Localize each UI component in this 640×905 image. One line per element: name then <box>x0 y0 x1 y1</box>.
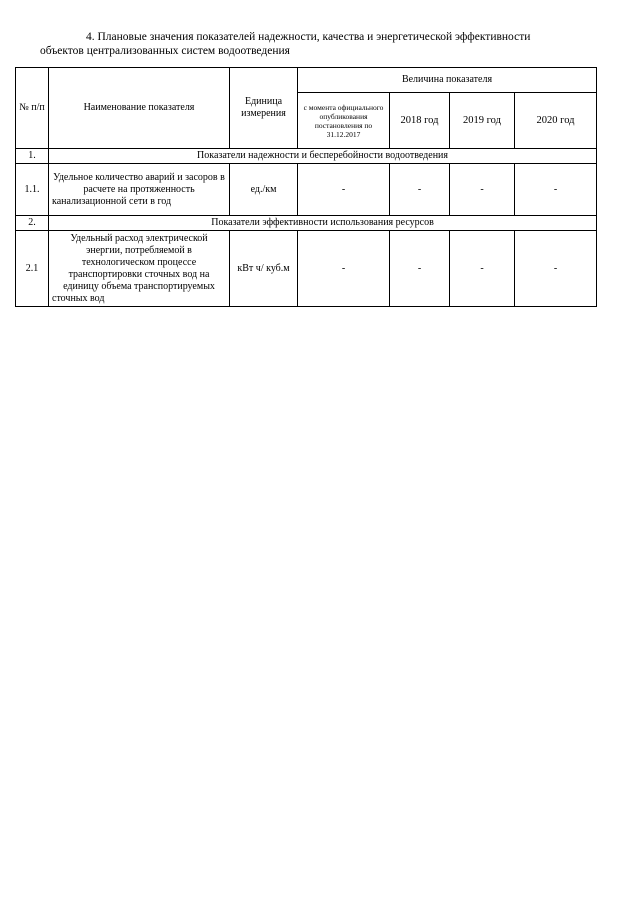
row-num: 1.1. <box>16 164 49 216</box>
header-2018: 2018 год <box>390 93 450 149</box>
row-unit: кВт ч/ куб.м <box>230 231 298 307</box>
row-value-2020: - <box>515 164 597 216</box>
header-num: № п/п <box>16 68 49 149</box>
header-value-group: Величина показателя <box>298 68 597 93</box>
header-2019: 2019 год <box>450 93 515 149</box>
header-unit: Единица измерения <box>230 68 298 149</box>
row-value-2018: - <box>390 164 450 216</box>
table-row <box>16 164 597 216</box>
section-num: 1. <box>16 149 49 164</box>
row-value-2018: - <box>390 231 450 307</box>
row-value-since: - <box>298 231 390 307</box>
heading-line-2: объектов централизованных систем водоотведения <box>40 45 290 57</box>
header-since: с момента официального опубликования постановления по 31.12.2017 <box>298 93 390 149</box>
section-title: Показатели надежности и бесперебойности водоотведения <box>49 149 597 164</box>
row-name: Удельное количество аварий и засоров в расчете на протяженность канализационной сети в год <box>49 164 230 216</box>
section-heading <box>40 30 600 58</box>
row-unit: ед./км <box>230 164 298 216</box>
header-2020: 2020 год <box>515 93 597 149</box>
row-value-2020: - <box>515 231 597 307</box>
header-name: Наименование показателя <box>49 68 230 149</box>
row-value-2019: - <box>450 231 515 307</box>
header-row-1 <box>16 68 597 93</box>
row-value-since: - <box>298 164 390 216</box>
section-row-1 <box>16 149 597 164</box>
section-num: 2. <box>16 216 49 231</box>
indicators-table <box>15 67 597 307</box>
row-name: Удельный расход электрической энергии, потребляемой в технологическом процессе транспортировки сточных вод на единицу объема транспортируемых сточных вод <box>49 231 230 307</box>
row-num: 2.1 <box>16 231 49 307</box>
section-row-2 <box>16 216 597 231</box>
section-title: Показатели эффективности использования ресурсов <box>49 216 597 231</box>
table-row <box>16 231 597 307</box>
heading-line-1: 4. Плановые значения показателей надежности, качества и энергетической эффективности <box>86 31 531 43</box>
row-value-2019: - <box>450 164 515 216</box>
